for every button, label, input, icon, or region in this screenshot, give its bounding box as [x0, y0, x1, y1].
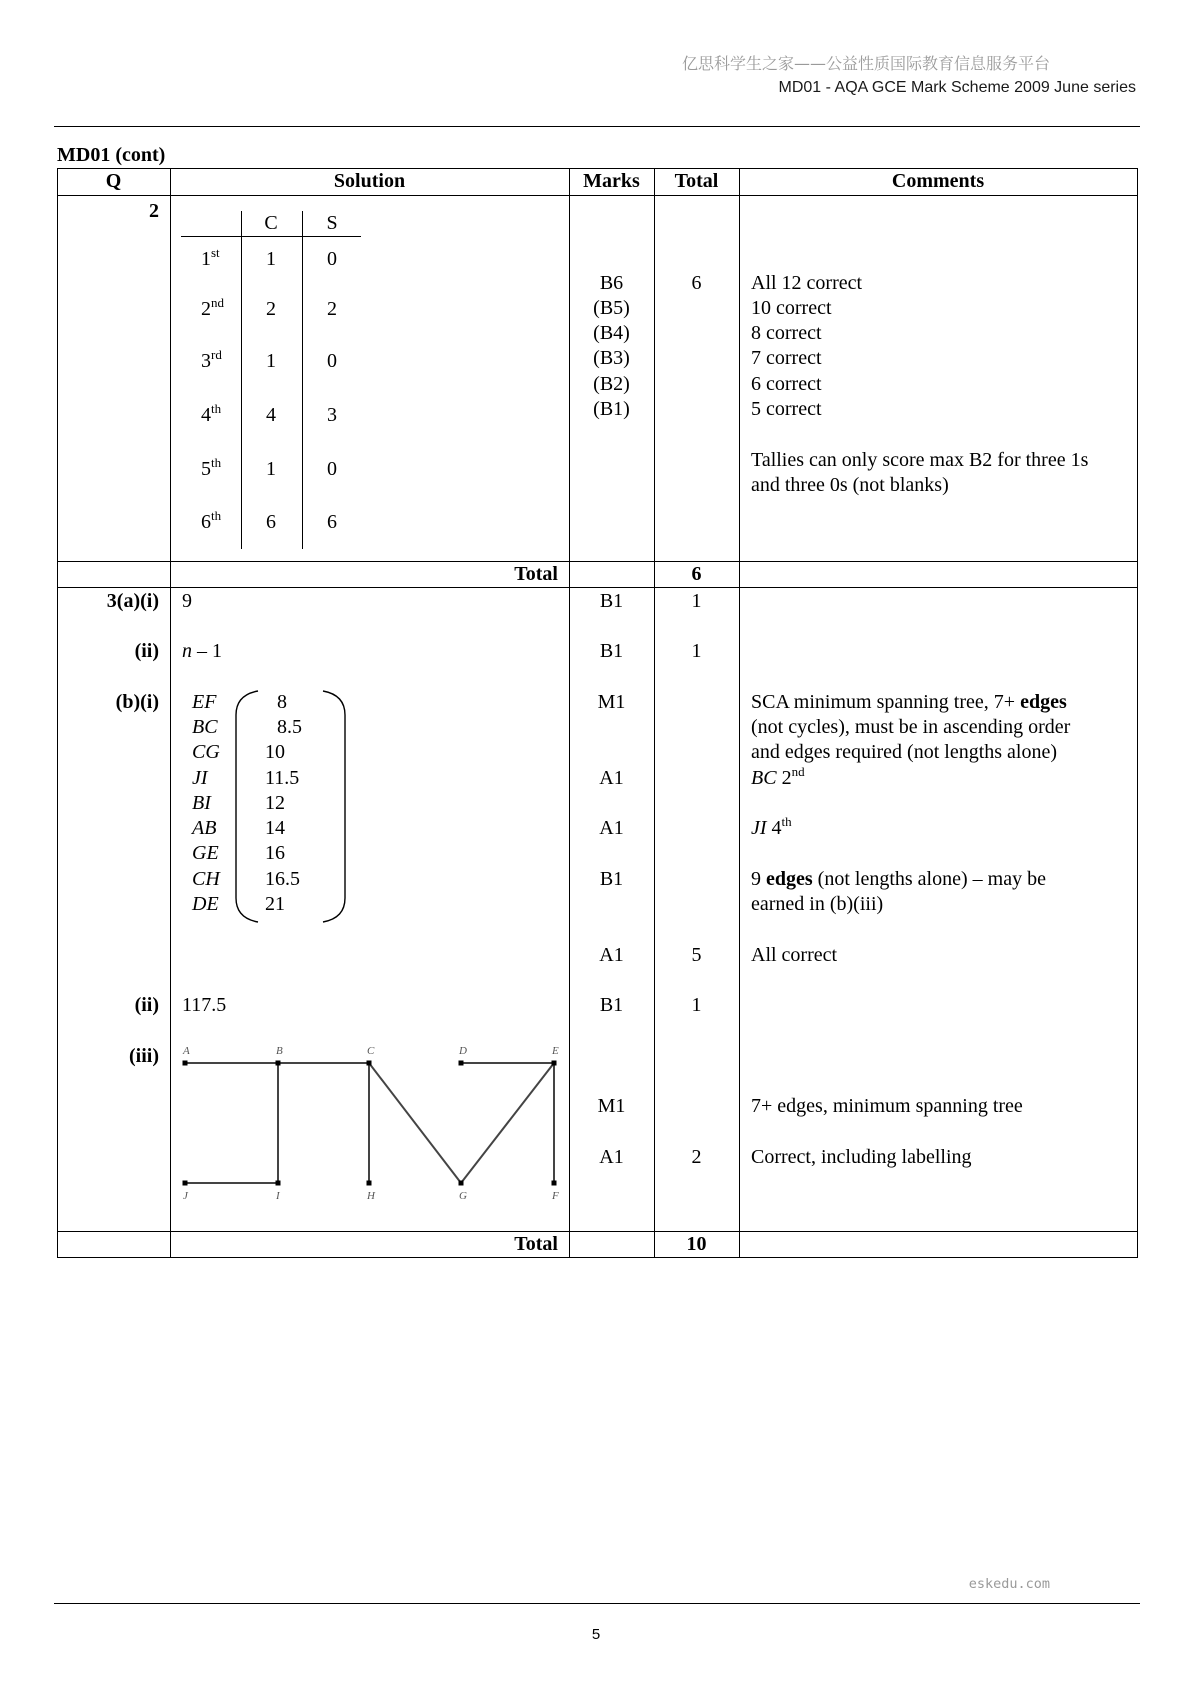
node-label: F: [552, 1190, 559, 1202]
edge-ge: [461, 1063, 554, 1183]
tally-header-s: S: [326, 212, 338, 234]
comment-note: and three 0s (not blanks): [751, 474, 949, 496]
formula-rest: – 1: [192, 640, 222, 662]
edge-name: DE: [192, 893, 219, 915]
solution-formula: [182, 639, 222, 664]
edge-name: CG: [192, 741, 220, 763]
total-row-label: Total: [514, 563, 558, 585]
mark-code: B1: [599, 868, 624, 890]
table-row-divider: [57, 587, 1138, 588]
node-marker: [276, 1061, 281, 1066]
comment-line: (not cycles), must be in ascending order: [751, 716, 1071, 738]
mark-code: (B4): [593, 322, 630, 344]
header-solution: Solution: [333, 170, 406, 192]
mark-code: B1: [599, 640, 624, 662]
mark-code: (B1): [593, 398, 630, 420]
page-number: 5: [591, 1626, 601, 1643]
edge-name: GE: [192, 842, 219, 864]
question-part-label: (ii): [134, 994, 159, 1016]
mark-code: A1: [599, 767, 624, 789]
edge-name: BC: [192, 716, 218, 738]
comment-line: 7 correct: [751, 347, 822, 369]
mark-code: A1: [599, 817, 624, 839]
tally-row-label: [201, 247, 220, 272]
header-marks: Marks: [583, 170, 640, 192]
comment-line: Correct, including labelling: [751, 1146, 972, 1168]
edge-length: 16.5: [265, 868, 300, 890]
tally-ordinal-suffix: th: [211, 455, 222, 470]
tally-column-rule: [241, 211, 242, 549]
tally-ordinal: 3: [201, 350, 211, 372]
comment-line: All 12 correct: [751, 272, 863, 294]
mark-code: B6: [599, 272, 624, 294]
mark-code: (B5): [593, 297, 630, 319]
comment-line: [751, 690, 1067, 715]
mark-total: 1: [691, 590, 702, 612]
comment-text: 9: [751, 868, 766, 890]
tally-value-c: 4: [266, 404, 276, 426]
node-marker: [367, 1061, 372, 1066]
tally-value-c: 2: [266, 298, 276, 320]
header-comments: Comments: [891, 170, 985, 192]
edge-name: JI: [192, 767, 208, 789]
mark-code: B1: [599, 994, 624, 1016]
comment-line: 5 correct: [751, 398, 822, 420]
tally-ordinal-suffix: nd: [211, 295, 224, 310]
tally-ordinal: 1: [201, 248, 211, 270]
tally-value-s: 0: [327, 350, 337, 372]
formula-variable: n: [182, 640, 192, 662]
comment-text: SCA minimum spanning tree, 7+: [751, 691, 1021, 713]
left-bracket: [236, 691, 258, 922]
node-label: A: [183, 1045, 190, 1057]
comment-line: All correct: [751, 944, 838, 966]
comment-line: and edges required (not lengths alone): [751, 741, 1058, 763]
tally-value-s: 6: [327, 511, 337, 533]
comment-line: 10 correct: [751, 297, 832, 319]
comment-position: 2: [776, 767, 792, 789]
tally-ordinal: 4: [201, 404, 211, 426]
total-row-value: 10: [686, 1233, 707, 1255]
node-label: H: [367, 1190, 375, 1202]
comment-text: (not lengths alone) – may be: [812, 868, 1046, 890]
mark-code: (B2): [593, 373, 630, 395]
tally-ordinal-suffix: th: [211, 401, 222, 416]
tally-header-c: C: [264, 212, 278, 234]
right-bracket: [323, 691, 345, 922]
mark-total: 5: [691, 944, 702, 966]
node-marker: [367, 1181, 372, 1186]
node-marker: [552, 1181, 557, 1186]
edge-length: 21: [265, 893, 285, 915]
header-total: Total: [674, 170, 719, 192]
node-marker: [183, 1181, 188, 1186]
tally-row-label: [201, 403, 221, 428]
tally-value-c: 1: [266, 350, 276, 372]
mark-total: 6: [691, 272, 702, 294]
edge-cg: [369, 1063, 461, 1183]
spanning-tree-diagram: [170, 1035, 565, 1215]
mark-total: 1: [691, 994, 702, 1016]
tally-ordinal-suffix: th: [211, 508, 222, 523]
tally-value-s: 2: [327, 298, 337, 320]
mark-total: 1: [691, 640, 702, 662]
tally-ordinal: 2: [201, 298, 211, 320]
comment-emphasis: edges: [766, 868, 813, 890]
comment-line: earned in (b)(iii): [751, 893, 884, 915]
mark-code: M1: [597, 1095, 626, 1117]
tally-row-label: [201, 349, 222, 374]
mark-code: B1: [599, 590, 624, 612]
tally-value-c: 1: [266, 248, 276, 270]
node-label: C: [367, 1045, 375, 1057]
mark-code: A1: [599, 944, 624, 966]
tally-ordinal-suffix: st: [211, 245, 220, 260]
solution-answer: 9: [182, 590, 192, 612]
node-label: G: [459, 1190, 467, 1202]
solution-answer: 117.5: [182, 994, 227, 1016]
node-label: E: [552, 1045, 559, 1057]
total-row-value: 6: [691, 563, 702, 585]
comment-edge: BC: [751, 767, 777, 789]
tally-row-label: [201, 457, 221, 482]
node-marker: [276, 1181, 281, 1186]
document-title: MD01 - AQA GCE Mark Scheme 2009 June series: [778, 79, 1136, 96]
node-marker: [459, 1061, 464, 1066]
node-label: B: [276, 1045, 283, 1057]
comment-line: [751, 816, 792, 841]
question-part-label: (b)(i): [115, 691, 159, 713]
section-title: MD01 (cont): [57, 144, 166, 166]
tally-value-c: 1: [266, 458, 276, 480]
edge-name: CH: [192, 868, 220, 890]
node-marker: [552, 1061, 557, 1066]
table-row-divider: [57, 195, 1138, 196]
header-rule: [54, 126, 1140, 127]
comment-position: 4: [766, 817, 782, 839]
table-column-divider: [739, 168, 740, 1258]
mark-code: (B3): [593, 347, 630, 369]
edge-name: AB: [192, 817, 217, 839]
total-row-label: Total: [514, 1233, 558, 1255]
question-part-label: (ii): [134, 640, 159, 662]
comment-line: 6 correct: [751, 373, 822, 395]
tally-ordinal: 6: [201, 511, 211, 533]
comment-line: 8 correct: [751, 322, 822, 344]
mark-total: 2: [691, 1146, 702, 1168]
tally-value-s: 3: [327, 404, 337, 426]
table-column-divider: [654, 168, 655, 1258]
node-label: J: [183, 1190, 188, 1202]
node-label: D: [459, 1045, 467, 1057]
edge-length: 10: [265, 741, 285, 763]
tally-ordinal: 5: [201, 458, 211, 480]
tally-value-s: 0: [327, 248, 337, 270]
node-marker: [459, 1181, 464, 1186]
mark-code: A1: [599, 1146, 624, 1168]
comment-line: 7+ edges, minimum spanning tree: [751, 1095, 1023, 1117]
comment-note: Tallies can only score max B2 for three 1s: [751, 449, 1089, 471]
tally-value-s: 0: [327, 458, 337, 480]
comment-emphasis: edges: [1020, 691, 1067, 713]
edge-name: EF: [192, 691, 217, 713]
tally-value-c: 6: [266, 511, 276, 533]
tally-row-label: [201, 297, 224, 322]
comment-position-suffix: nd: [791, 764, 805, 779]
node-label: I: [276, 1190, 280, 1202]
edge-length: 14: [265, 817, 285, 839]
edge-length: 11.5: [265, 767, 300, 789]
question-part-label: (iii): [129, 1045, 159, 1067]
edge-name: BI: [192, 792, 211, 814]
mark-code: M1: [597, 691, 626, 713]
comment-line: [751, 766, 805, 791]
node-marker: [183, 1061, 188, 1066]
comment-line: [751, 867, 1046, 892]
comment-edge: JI: [751, 817, 767, 839]
tally-column-rule: [302, 211, 303, 549]
edge-length: 12: [265, 792, 285, 814]
header-q: Q: [105, 170, 122, 192]
tally-ordinal-suffix: rd: [211, 347, 222, 362]
site-name-cn: 亿思科学生之家——公益性质国际教育信息服务平台: [681, 54, 1050, 73]
question-part-label: 3(a)(i): [106, 590, 159, 612]
tally-header-rule: [181, 236, 361, 237]
tally-row-label: [201, 510, 221, 535]
footer-rule: [54, 1603, 1140, 1604]
edge-length: 16: [265, 842, 285, 864]
footer-watermark: eskedu.com: [968, 1576, 1050, 1592]
comment-position-suffix: th: [781, 814, 792, 829]
edge-length: 8: [277, 691, 287, 713]
question-number: 2: [149, 200, 159, 222]
edge-length: 8.5: [277, 716, 302, 738]
